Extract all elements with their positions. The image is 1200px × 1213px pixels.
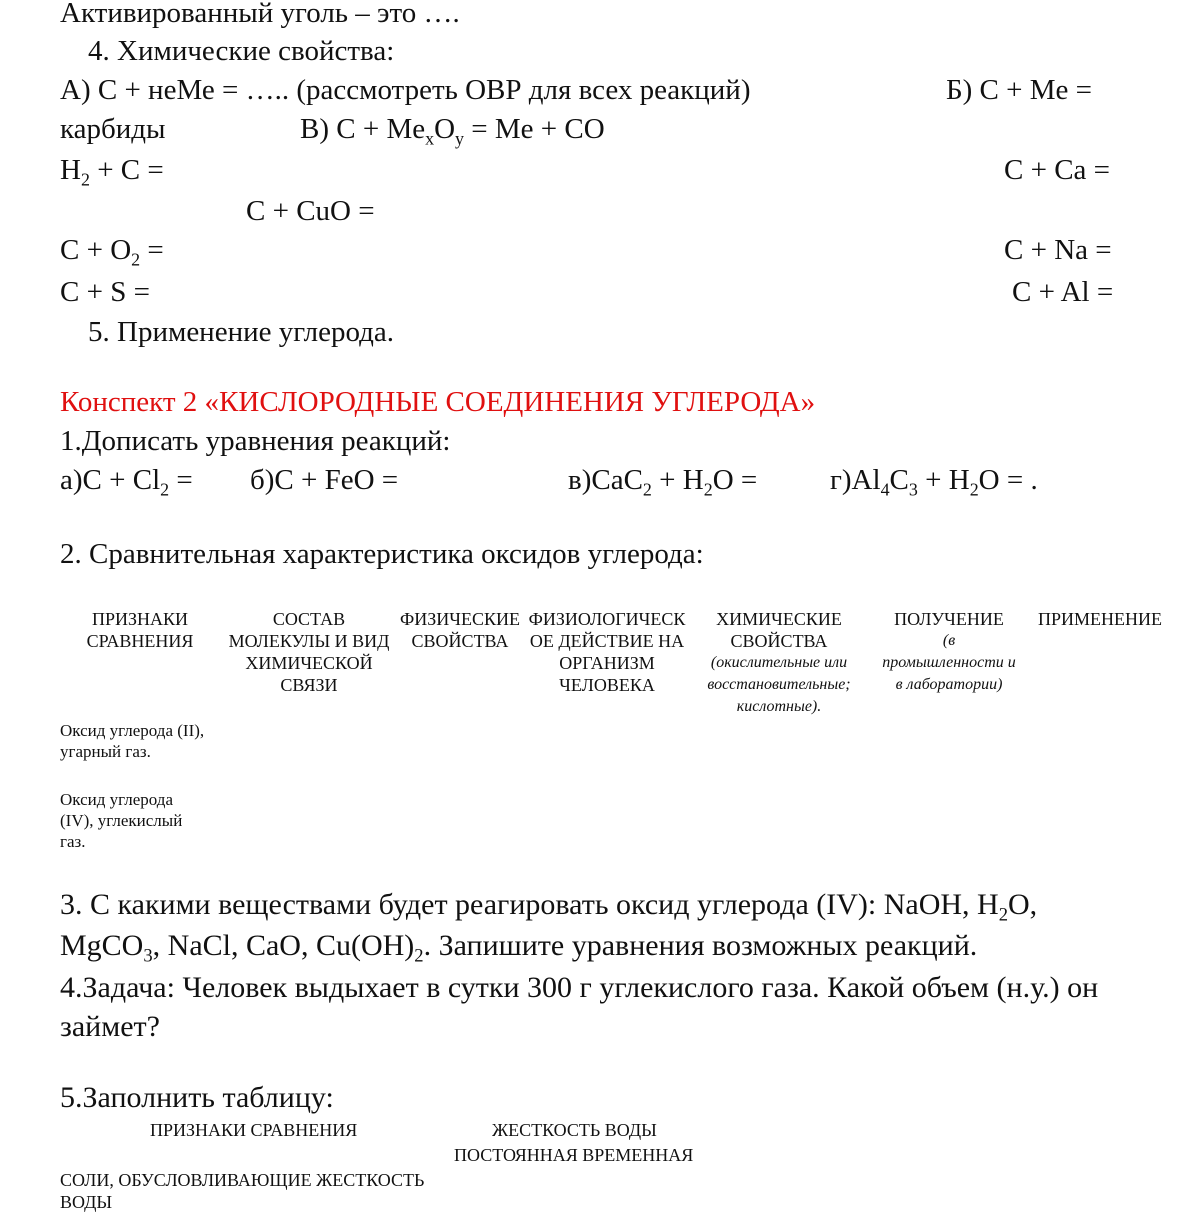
- eq-c-o2: $C + O_2$ =: [60, 234, 164, 270]
- table1-row-co: Оксид углерода (II), угарный газ.: [60, 721, 205, 761]
- chem-props-title: 4. Химические свойства:: [88, 35, 395, 67]
- eq-h2-c: $H_2 + C$ =: [60, 154, 164, 190]
- eq-g: $г)Al_4C_3 + H_2O$ = .: [830, 464, 1038, 500]
- table2-row-salts: СОЛИ, ОБУСЛОВЛИВАЮЩИЕ ЖЕСТКОСТЬ: [60, 1170, 425, 1190]
- charcoal-line: Активированный уголь – это ….: [60, 0, 460, 29]
- table1-header-chemical: ХИМИЧЕСКИЕ СВОЙСТВА (окислительные или восстановительные; кислотные).: [707, 609, 851, 715]
- eq-v: $в)CaC_2 + H_2O$ =: [568, 464, 758, 500]
- table1-header-application: ПРИМЕНЕНИЕ: [1038, 609, 1162, 629]
- table1-header-physiological: ФИЗИОЛОГИЧЕСК ОЕ ДЕЙСТВИЕ НА ОРГАНИЗМ ЧЕЛОВЕКА: [528, 609, 686, 695]
- eq-c-al: C + Al =: [1012, 276, 1114, 308]
- eq-c-cuo: C + CuO =: [246, 195, 375, 227]
- task-4-line-2: займет?: [60, 1010, 160, 1043]
- eq-c-s: C + S =: [60, 276, 150, 308]
- eq-c-ca: C + Ca =: [1004, 154, 1111, 186]
- item-b: Б) C + Me =: [946, 74, 1093, 106]
- task-4-line-1: 4.Задача: Человек выдыхает в сутки 300 г углекислого газа. Какой объем (н.у.) он: [60, 971, 1099, 1004]
- task-2: 2. Сравнительная характеристика оксидов углерода:: [60, 538, 704, 570]
- task-3-line-2: MgCO$_3$, NaCl, CaO, $Cu(OH)_2$. Запишите уравнения возможных реакций.: [60, 929, 978, 967]
- table2-header-hardness: ЖЕСТКОСТЬ ВОДЫ: [492, 1120, 657, 1140]
- item-a: А) C + неМе = ….. (рассмотреть ОВР для всех реакций): [60, 74, 751, 106]
- table1-header-composition: СОСТАВ МОЛЕКУЛЫ И ВИД ХИМИЧЕСКОЙ СВЯЗИ: [228, 609, 390, 695]
- application-title: 5. Применение углерода.: [88, 316, 395, 348]
- task-5: 5.Заполнить таблицу:: [60, 1081, 334, 1114]
- section-title: Конспект 2 «КИСЛОРОДНЫЕ СОЕДИНЕНИЯ УГЛЕРОДА»: [60, 386, 816, 418]
- table1-header-physical: ФИЗИЧЕСКИЕ СВОЙСТВА: [400, 609, 520, 651]
- table2-header-criteria: ПРИЗНАКИ СРАВНЕНИЯ: [150, 1120, 358, 1140]
- table2-row-salts-cont: ВОДЫ: [60, 1192, 113, 1212]
- eq-a: $а)C + Cl_2$ =: [60, 464, 193, 500]
- table1-header-criteria: ПРИЗНАКИ СРАВНЕНИЯ: [86, 609, 194, 651]
- table1-header-production: ПОЛУЧЕНИЕ (в промышленности и в лаборатории): [882, 609, 1016, 693]
- table2-header-subcols: ПОСТОЯННАЯ ВРЕМЕННАЯ: [454, 1145, 694, 1165]
- eq-b: б)C + FeO =: [250, 464, 399, 496]
- item-v: В) $C + Me_xO_y = Me$ + CO: [300, 113, 605, 149]
- eq-c-na: C + Na =: [1004, 234, 1112, 266]
- table1-row-co2: Оксид углерода (IV), углекислый газ.: [60, 790, 183, 851]
- carbides-label: карбиды: [60, 113, 166, 145]
- task-3-line-1: 3. С какими веществами будет реагировать оксид углерода (IV): NaOH, $H_2O$,: [60, 888, 1038, 926]
- task-1: 1.Дописать уравнения реакций:: [60, 425, 451, 457]
